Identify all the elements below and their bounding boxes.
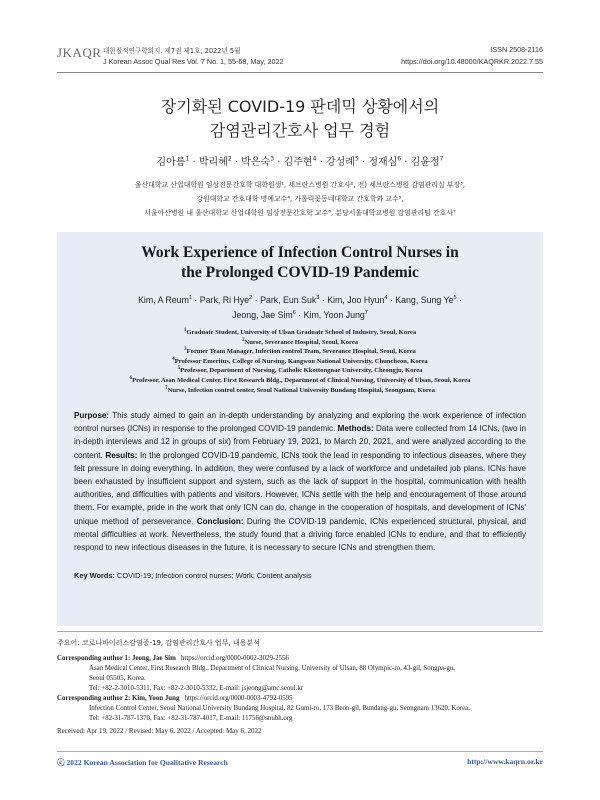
author-affiliation-number: 2 bbox=[227, 155, 232, 163]
author-separator: · bbox=[295, 310, 304, 320]
footnote-divider bbox=[57, 631, 543, 632]
journal-header bbox=[57, 45, 543, 69]
author-separator: · bbox=[231, 157, 242, 168]
author-separator: · bbox=[191, 295, 200, 305]
author-name: 강성례 bbox=[325, 157, 355, 168]
english-affiliation bbox=[0, 376, 600, 384]
corresponding-author-1-address-1: Asan Medical Center, First Research Bldg., Department of Clinical Nursing, University of Ulsan, 88 Olympic-ro, 43-gil, Songpa-gu, bbox=[89, 665, 456, 672]
author-name: 정재심 bbox=[368, 157, 398, 168]
author-name: 박은숙 bbox=[241, 157, 271, 168]
methods-label: Methods: bbox=[337, 424, 374, 434]
corresponding-author-2-label: Corresponding author 2: Kim, Yoon Jung bbox=[57, 695, 180, 702]
corresponding-author-1-orcid[interactable]: https://orcid.org/0000-0002-3029-2556 bbox=[180, 655, 289, 662]
journal-citation-ko: 대한질적연구학회지. 제7권 제1호, 2022년 5월 bbox=[103, 47, 241, 55]
english-affiliation bbox=[0, 347, 600, 355]
journal-citation-en: J Korean Assoc Qual Res Vol. 7 No. 1, 55-68, May, 2022 bbox=[103, 57, 284, 66]
results-text: In the prolonged COVID-19 pandemic, ICNs took the lead in responding to infectious diseases, where they felt pressure in doing everything. In addition, they were confused by a lack of workforce and undetailed job plans. ICNs have been exhausted by insufficient support and system, such as the lack of support in the hospital, communication with health authorities, and difficulties with patients and visitors. However, ICNs settle with the help and encouragement of those around them. For example, pride in the work that only ICN can do, change in the cooperation of hospitals, and development of ICNs' unique method of perseverance. bbox=[74, 450, 527, 526]
author-affiliation-number: 6 bbox=[397, 155, 402, 163]
copyright: ⓒ 2022 Korean Association for Qualitative Research bbox=[57, 758, 228, 767]
doi-link[interactable]: https://doi.org/10.48000/KAQRKR.2022.7.55 bbox=[401, 57, 543, 66]
conclusion-text: During the COVID-19 pandemic, ICNs experienced structural, physical, and mental difficulties at work. Nevertheless, the study found that a driving force enabled ICNs to endure, and that to efficiently respond to new infectious diseases in the future, it is necessary to secure ICNs and strengthen them. bbox=[74, 516, 527, 553]
keywords-label: Key Words: bbox=[74, 571, 115, 580]
korean-keywords: 주요어: 코로나바이러스감염증-19, 감염관리간호사 업무, 내용분석 bbox=[57, 639, 260, 647]
affiliation-number: 2 bbox=[241, 337, 245, 343]
author-affiliation-number: 4 bbox=[312, 155, 317, 163]
korean-affiliation-line-2: 강원대학교 간호대학 명예교수⁴, 가톨릭꽃동네대학교 간호학과 교수⁵, bbox=[196, 195, 404, 203]
author-name: 김윤정 bbox=[410, 157, 440, 168]
corresponding-author-2 bbox=[57, 694, 543, 704]
english-title-line-2: the Prolonged COVID-19 Pandemic bbox=[181, 264, 419, 281]
author-separator: · bbox=[274, 157, 284, 168]
korean-affiliation-line-1: 울산대학교 산업대학원 임상전문간호학 대학원생¹, 세브란스병원 간호사², 전) 세브란스병원 감염관리실 부장³, bbox=[134, 181, 466, 189]
purpose-label: Purpose: bbox=[74, 411, 110, 420]
journal-url-link[interactable]: http://www.kaqrn.or.kr bbox=[467, 757, 543, 766]
affiliation-number: 7 bbox=[165, 385, 168, 391]
author-affiliation-number: 4 bbox=[384, 295, 388, 302]
author-affiliation-number: 5 bbox=[354, 155, 359, 163]
author-name: Kim, Yoon Jung bbox=[303, 310, 365, 320]
corresponding-author-1-address-2: Seoul 05505, Korea. bbox=[89, 675, 146, 682]
corresponding-author-2-contact: Tel: +82-31-787-1370, Fax: +82-31-787-4017, E-mail: 11756@snubh.org bbox=[89, 715, 293, 722]
author-affiliation-number: 1 bbox=[188, 295, 192, 302]
affiliation-text: Professor, Department of Nursing, Catholic Kkottongnae University, Cheongju, Korea bbox=[180, 367, 423, 375]
author-affiliation-number: 1 bbox=[185, 155, 190, 163]
affiliation-text: Graduate Student, University of Ulsan Graduate School of Industry, Seoul, Korea bbox=[186, 329, 417, 337]
corresponding-author-1-label: Corresponding author 1: Jeong, Jae Sim bbox=[57, 655, 176, 662]
affiliation-text: Former Team Manager, Infection control Team, Severance Hospital, Seoul, Korea bbox=[186, 348, 416, 356]
author-affiliation-number: 5 bbox=[453, 295, 457, 302]
author-affiliation-number: 3 bbox=[270, 155, 275, 163]
english-affiliation bbox=[0, 328, 600, 336]
korean-title-line-1: 장기화된 COVID-19 판데믹 상황에서의 bbox=[160, 97, 440, 116]
journal-logo: JKAQR bbox=[57, 45, 102, 60]
english-authors-line-2 bbox=[0, 310, 600, 320]
affiliation-number: 4 bbox=[172, 356, 175, 362]
author-separator: · bbox=[319, 295, 328, 305]
header-divider bbox=[57, 72, 543, 73]
author-name: 김아름 bbox=[156, 157, 186, 168]
english-affiliation bbox=[0, 357, 600, 365]
author-separator: · bbox=[316, 157, 326, 168]
author-name: Jeong, Jae Sim bbox=[232, 310, 293, 320]
author-separator: · bbox=[387, 295, 396, 305]
affiliation-text: Nurse, Infection control center, Seoul National University Bundang Hospital, Seongnam, Korea bbox=[167, 386, 435, 394]
english-authors-line-1 bbox=[0, 295, 600, 305]
author-name: Kim, A Reum bbox=[138, 295, 189, 305]
english-affiliation bbox=[0, 366, 600, 374]
results-label: Results: bbox=[105, 450, 138, 460]
footer-divider bbox=[57, 751, 543, 752]
english-affiliation bbox=[0, 338, 600, 346]
author-affiliation-number: 2 bbox=[249, 295, 253, 302]
conclusion-label: Conclusion: bbox=[196, 516, 244, 526]
submission-dates: Received: Apr 19, 2022 / Revised: May 6, 2022 / Accepted: May 6, 2022 bbox=[57, 727, 262, 735]
korean-affiliation-line-3: 서울아산병원 내 울산대학교 산업대학원 임상전문간호학 교수⁶, 분당서울대학교병원 감염관리팀 간호사⁷ bbox=[144, 209, 456, 217]
author-affiliation-number: 6 bbox=[292, 310, 296, 317]
author-separator: · bbox=[401, 157, 411, 168]
methods-text: Data were collected from 14 ICNs, (two in in-depth interviews and 12 in groups of six) from February 19, 2021, to March 20, 2021, and were analyzed according to the content. bbox=[74, 424, 526, 460]
keywords-text: COVID-19; Infection control nurses; Work; Content analysis bbox=[117, 571, 312, 580]
corresponding-author-2-orcid[interactable]: https://orcid.org/0000-0003-4792-0595 bbox=[184, 695, 293, 702]
author-affiliation-number: 7 bbox=[364, 310, 368, 317]
corresponding-author-1-contact: Tel: +82-2-3010-5311, Fax: +82-2-3010-5332, E-mail: jsjeong@amc.seoul.kr bbox=[89, 685, 304, 692]
affiliation-number: 6 bbox=[129, 376, 133, 381]
keywords bbox=[74, 571, 526, 580]
author-affiliation-number: 7 bbox=[439, 155, 444, 163]
affiliation-number: 3 bbox=[184, 347, 187, 353]
author-name: 박리혜 bbox=[198, 157, 228, 168]
author-name: Kim, Joo Hyun bbox=[327, 295, 385, 305]
author-separator: · bbox=[456, 295, 462, 305]
korean-authors bbox=[0, 153, 600, 168]
author-separator: · bbox=[358, 157, 369, 168]
korean-title-line-2: 감염관리간호사 업무 경험 bbox=[209, 121, 391, 140]
purpose-text: This study aimed to gain an in-depth understanding by analyzing and exploring the work experience of infection control nurses (ICNs) in response to the prolonged COVID-19 pandemic. bbox=[74, 411, 526, 434]
affiliation-text: Professor, Asan Medical Center, First Research Bldg., Department of Clinical Nursing, University of Ulsan, Seoul, Korea bbox=[132, 377, 471, 385]
english-title-line-1: Work Experience of Infection Control Nurses in bbox=[141, 244, 459, 261]
corresponding-author-2-address: Infection Control Center, Seoul National University Bundang Hospital, 82 Gumi-ro, 173 Beon-gil, Bundang-gu, Seongnam 13620, Korea. bbox=[89, 705, 470, 712]
english-affiliation bbox=[0, 386, 600, 394]
affiliation-number: 1 bbox=[183, 328, 187, 333]
issn: ISSN 2508-2116 bbox=[490, 45, 543, 54]
author-name: Park, Ri Hye bbox=[199, 295, 250, 305]
affiliation-number: 5 bbox=[177, 366, 181, 372]
author-name: Kang, Sung Ye bbox=[395, 295, 454, 305]
affiliation-text: Professor Emeritus, College of Nursing, Kangwon National University, Chuncheon, Korea bbox=[174, 357, 428, 365]
corresponding-author-1 bbox=[57, 654, 543, 664]
author-name: Park, Eun Suk bbox=[260, 295, 317, 305]
abstract-text bbox=[74, 409, 526, 554]
author-separator: · bbox=[252, 295, 261, 305]
author-separator: · bbox=[189, 157, 199, 168]
author-affiliation-number: 3 bbox=[316, 295, 320, 302]
author-name: 김주현 bbox=[283, 157, 313, 168]
affiliation-text: Nurse, Severance Hospital, Seoul, Korea bbox=[244, 338, 359, 346]
